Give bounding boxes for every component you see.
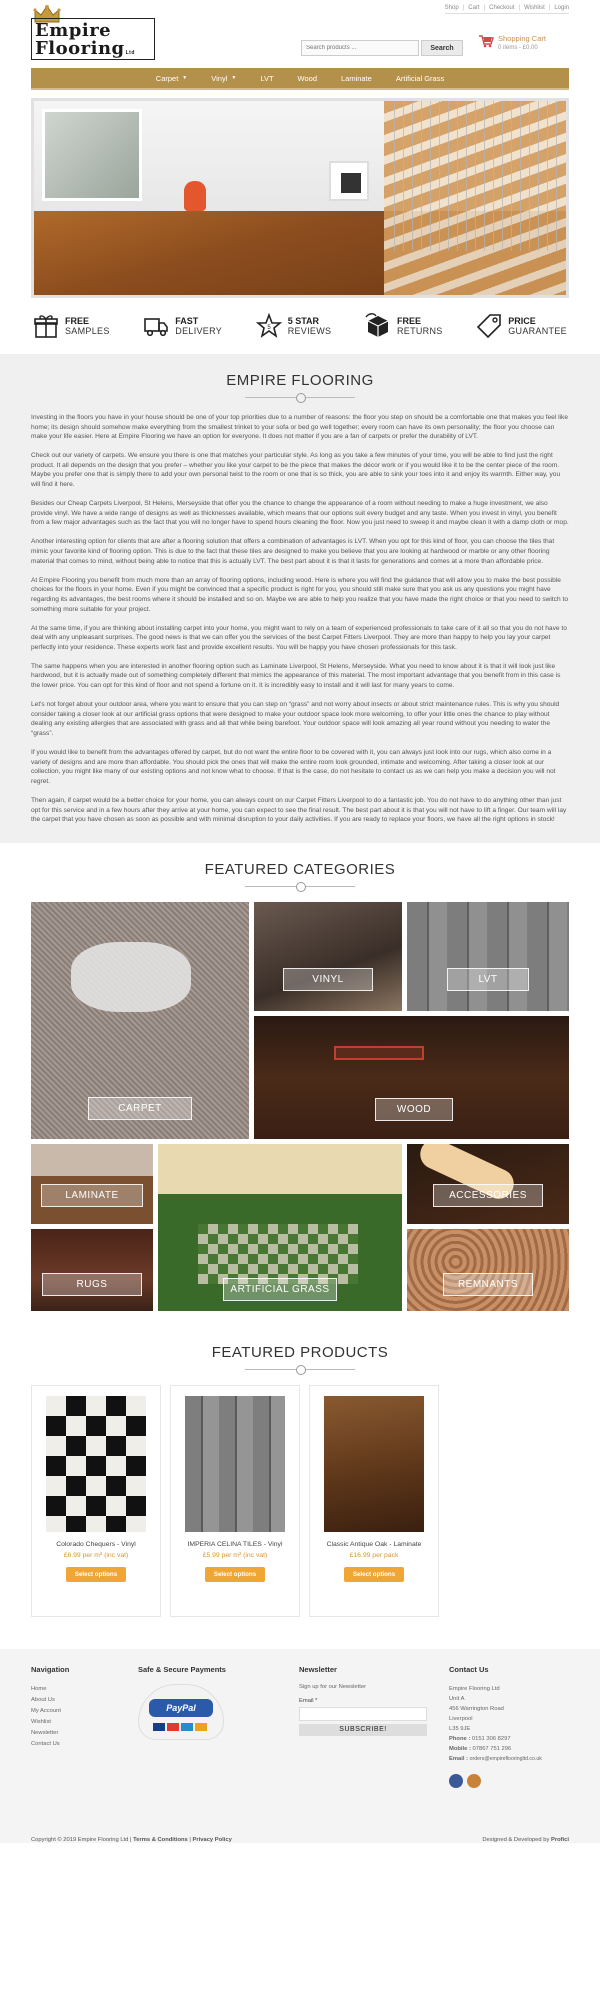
footer-link-wishlist[interactable]: Wishlist: [31, 1718, 51, 1725]
copyright: Copyright © 2019 Empire Flooring Ltd | Terms & Conditions | Privacy Policy: [31, 1836, 232, 1843]
footer-link-account[interactable]: My Account: [31, 1707, 61, 1714]
usp-price-guarantee: PRICE GUARANTEE: [476, 313, 567, 339]
shopping-cart[interactable]: [478, 34, 546, 51]
category-rugs[interactable]: RUGS: [31, 1229, 153, 1311]
category-lvt[interactable]: LVT: [407, 902, 569, 1011]
footer-payments: Safe & Secure Payments PayPal: [138, 1665, 299, 1788]
top-links: Shop | Cart | Checkout | Wishlist | Login: [445, 5, 569, 14]
product-price: £6.99 per m² (inc vat): [63, 1551, 129, 1559]
intro-paragraph: Check out our variety of carpets. We ensure you there is one that matches your particular style. As long as you take a few minutes of your time, you will be able to find just the right product. It all depends on the design that you prefer – whether you like your carpet to be the piece that makes the décor work or if you would like it to be the center piece of the room. Maybe you prefer one that is simply there to add your own personal twist to the room or one that is so thick, you are able to sink your toes into it and enjoy its warmth. Either way, you will find it here.: [31, 452, 561, 489]
footer-link-contact[interactable]: Contact Us: [31, 1740, 60, 1747]
footer-email[interactable]: orders@empireflooringltd.co.uk: [469, 1755, 542, 1762]
chevron-down-icon: ▼: [182, 75, 188, 81]
intro-paragraph: At the same time, if you are thinking about installing carpet into your home, you might want to rely on a team of experienced professionals to take care of it all so that you do not have to deal with any unpleasant surprises. The good news is that we can offer you the services of the best Carpet Fitters Liverpool. They are more than happy to help you lay your carpet perfectly into your residence. These experts work fast and provide excellent results. You will be happy you have chosen professionals for this task.: [31, 624, 567, 651]
usp-free-samples: FREE SAMPLES: [33, 313, 110, 339]
logo-line-1: Empire: [35, 20, 112, 41]
star-icon: [256, 313, 282, 339]
usp-fast-delivery: FAST DELIVERY: [143, 313, 222, 339]
logo-line-2: FlooringLtd: [35, 38, 135, 59]
card-logos: [153, 1723, 207, 1731]
nav-laminate[interactable]: Laminate: [341, 73, 372, 83]
products-title: FEATURED PRODUCTS: [211, 1343, 389, 1361]
footer-bottom: [31, 1837, 569, 1843]
product-price: £16.99 per pack: [349, 1551, 399, 1559]
footer-navigation: Navigation Home About Us My Account Wishlist Newsletter Contact Us: [31, 1665, 138, 1788]
cart-title: Shopping Cart: [498, 34, 546, 43]
site-footer: [0, 1649, 600, 1843]
product-image[interactable]: [46, 1396, 146, 1532]
usp-free-returns: FREE RETURNS: [365, 313, 443, 339]
section-divider: [245, 393, 355, 401]
intro-paragraph: If you would like to benefit from the advantages offered by carpet, but do not want the entire floor to be covered with it, you can always just look into our rugs, which also come in a variety of designs and are more than affordable. You should pick the ones that will make the entire room look grounded, intimate and welcoming. After taking a closer look at our collection, you might like many of our existing options and not know what to choose. If that is the case, do not hesitate to contact us as we can help you make a decision you will not regret.: [31, 749, 556, 785]
footer-phone[interactable]: 0151 306 8297: [471, 1735, 511, 1742]
section-divider: [245, 882, 355, 890]
product-price: £5.99 per m² (inc vat): [202, 1551, 268, 1559]
nav-artificial-grass[interactable]: Artificial Grass: [395, 73, 445, 83]
category-accessories[interactable]: ACCESSORIES: [407, 1144, 569, 1224]
nav-vinyl[interactable]: Vinyl ▼: [211, 73, 237, 83]
category-laminate[interactable]: LAMINATE: [31, 1144, 153, 1224]
subscribe-button[interactable]: SUBSCRIBE!: [299, 1724, 427, 1736]
chevron-down-icon: ▼: [231, 75, 237, 81]
select-options-button[interactable]: Select options: [205, 1567, 265, 1582]
intro-paragraph: Another interesting option for clients that are after a flooring solution that offers a combination of advantages is LVT. When you opt for this kind of floor, you can choose the tiles that mimic your favorite kind of flooring option. This is due to the fact that these tiles are designed to make you believe that you are looking at hardwood or marble or any other flooring material that comes to mind, without being able to notice that this is actually LVT. The best part about it is that it lasts for generations and comes at a more than affordable price.: [31, 538, 555, 565]
intro-title: EMPIRE FLOORING: [226, 372, 374, 389]
privacy-link[interactable]: Privacy Policy: [192, 1836, 232, 1843]
truck-icon: [143, 313, 169, 339]
footer-link-about[interactable]: About Us: [31, 1696, 55, 1703]
select-options-button[interactable]: Select options: [66, 1567, 126, 1582]
top-link-wishlist[interactable]: Wishlist: [524, 5, 545, 11]
credit: Designed & Developed by Profici: [482, 1836, 569, 1843]
paypal-logo: PayPal: [149, 1699, 213, 1717]
intro-paragraph: At Empire Flooring you benefit from much more than an array of flooring options, including wood. Here is where you will find the guidance that will allow you to make the best possible choices for the floors in your home. Even if you might be convinced that a specific product is right for you, you should still make sure that you ask us any questions you might have regarding its advantages, the best rooms where it should be installed and so on. Maybe we are able to help you realize that you have made the right choice or that you need to switch to something more suitable for your project.: [31, 576, 568, 613]
terms-link[interactable]: Terms & Conditions: [133, 1836, 188, 1843]
top-link-cart[interactable]: Cart: [468, 5, 480, 11]
category-carpet[interactable]: CARPET: [31, 902, 249, 1139]
product-name[interactable]: Colorado Chequers - Vinyl: [56, 1540, 136, 1548]
category-wood[interactable]: WOOD: [254, 1016, 569, 1139]
return-box-icon: [365, 313, 391, 339]
product-card[interactable]: [170, 1385, 300, 1617]
footer-link-newsletter[interactable]: Newsletter: [31, 1729, 59, 1736]
nav-carpet[interactable]: Carpet ▼: [155, 73, 188, 83]
main-nav: [31, 68, 569, 90]
intro-paragraph: Let's not forget about your outdoor area, where you want to ensure that you can step on “grass” and not worry about insects or about strict maintenance rules. This is why you should consider taking a closer look at our artificial grass options that were designed to make your outdoor space look more welcoming, to offer your little ones the chance to play without dealing any existing allergies that are associated with grass and all that while being barefoot. Your outdoor space will look amazing all year round without you needing to water the “grass”.: [31, 701, 560, 737]
search-input[interactable]: [301, 40, 419, 56]
footer-link-home[interactable]: Home: [31, 1685, 47, 1692]
intro-paragraph: Besides our Cheap Carpets Liverpool, St Helens, Merseyside that offer you the chance to change the appearance of a room without needing to make a huge investment, we also provide vinyl. We have a wide range of designs as well as thicknesses available, which means that our options suit every budget and any taste. When you invest in vinyl, you benefit from a few major advantages such as the fact that you will no longer have to spend hours cleaning the floor. Now you just need to sweep it and maybe clean it with a damp cloth or mop.: [31, 500, 569, 527]
top-link-shop[interactable]: Shop: [444, 5, 459, 11]
product-image[interactable]: [185, 1396, 285, 1532]
product-name[interactable]: IMPERIA CELINA TILES - Vinyl: [187, 1540, 283, 1548]
intro-paragraph: The same happens when you are interested in another flooring option such as Laminate Liverpool, St Helens, Merseyside. What you need to know about it is that it will look just like hardwood, but it is actually made out of something completely different that mimics the appearance of this material. The most important advantage that you benefit from in this case is the lower price. You can opt for this kind of floor and not spend a fortune on it. It is incredibly easy to install and it will last for many years to come.: [31, 662, 561, 690]
product-image[interactable]: [324, 1396, 424, 1532]
nav-lvt[interactable]: LVT: [260, 73, 274, 83]
intro-paragraph: Investing in the floors you have in your house should be one of your top priorities due to a number of reasons: the floor you step on should be a comfortable one that makes you feel like home; its design should somehow make everything from the smallest trinket to your sofa or bed go well together; every room can have its own personality; the floor you choose can make your life easier. Here at Empire Flooring we have an option for everyone. It does not matter if you are a fan of carpets or prefer the durability of LVT.: [31, 414, 568, 441]
product-name[interactable]: Classic Antique Oak - Laminate: [326, 1540, 422, 1548]
category-artificial-grass[interactable]: ARTIFICIAL GRASS: [158, 1144, 402, 1311]
select-options-button[interactable]: Select options: [344, 1567, 404, 1582]
newsletter-email-input[interactable]: [299, 1707, 427, 1721]
intro-paragraph: Then again, if carpet would be a better choice for your home, you can always count on our Carpet Fitters Liverpool to do a fantastic job. You do not have to do anything other than just opt for this service and in a few hours after they arrive at your home, you can expect to see the final result. The best part about it is that you will not have to lift a finger. Our team will lay the carpet that you have chosen as soon as possible and with minimal disruption to your daily activities. If you are ready to replace your floors, we have all the right options in stock!: [31, 796, 567, 824]
paypal-badge: [138, 1684, 224, 1740]
section-divider: [245, 1365, 355, 1373]
cart-icon: [478, 34, 494, 48]
svg-text:5: 5: [267, 325, 271, 331]
facebook-icon[interactable]: [449, 1774, 463, 1788]
cart-summary: 0 items - £0.00: [498, 45, 538, 51]
search-button[interactable]: Search: [421, 40, 463, 56]
site-logo[interactable]: [31, 4, 155, 60]
price-tag-icon: [476, 313, 502, 339]
category-vinyl[interactable]: VINYL: [254, 902, 402, 1011]
top-link-login[interactable]: Login: [554, 5, 569, 11]
credit-link[interactable]: Profici: [550, 1836, 569, 1843]
product-card[interactable]: [309, 1385, 439, 1617]
footer-contact: Contact Us Empire Flooring Ltd Unit A 456 Warrington Road Liverpool L35 9JE Phone : 0151 306 8297 Mobile : 07867 751 296 Email : orders@empireflooringltd.co.uk: [449, 1665, 569, 1788]
top-link-checkout[interactable]: Checkout: [489, 5, 515, 11]
instagram-icon[interactable]: [467, 1774, 481, 1788]
footer-mobile[interactable]: 07867 751 296: [472, 1745, 512, 1752]
search-form: [301, 40, 463, 56]
category-remnants[interactable]: REMNANTS: [407, 1229, 569, 1311]
hero-banner: [31, 98, 569, 298]
usp-bar: [31, 298, 569, 354]
product-list: [31, 1385, 569, 1617]
product-card[interactable]: [31, 1385, 161, 1617]
usp-5-star-reviews: 5 5 STAR REVIEWS: [256, 313, 332, 339]
logo-mark: Ltd: [125, 50, 135, 56]
footer-newsletter: Newsletter Sign up for our Newsletter Email * SUBSCRIBE!: [299, 1665, 449, 1788]
intro-section: [0, 354, 600, 843]
nav-wood[interactable]: Wood: [297, 73, 317, 83]
gift-icon: [33, 313, 59, 339]
category-grid: [31, 902, 569, 1350]
categories-title: FEATURED CATEGORIES: [204, 860, 396, 878]
